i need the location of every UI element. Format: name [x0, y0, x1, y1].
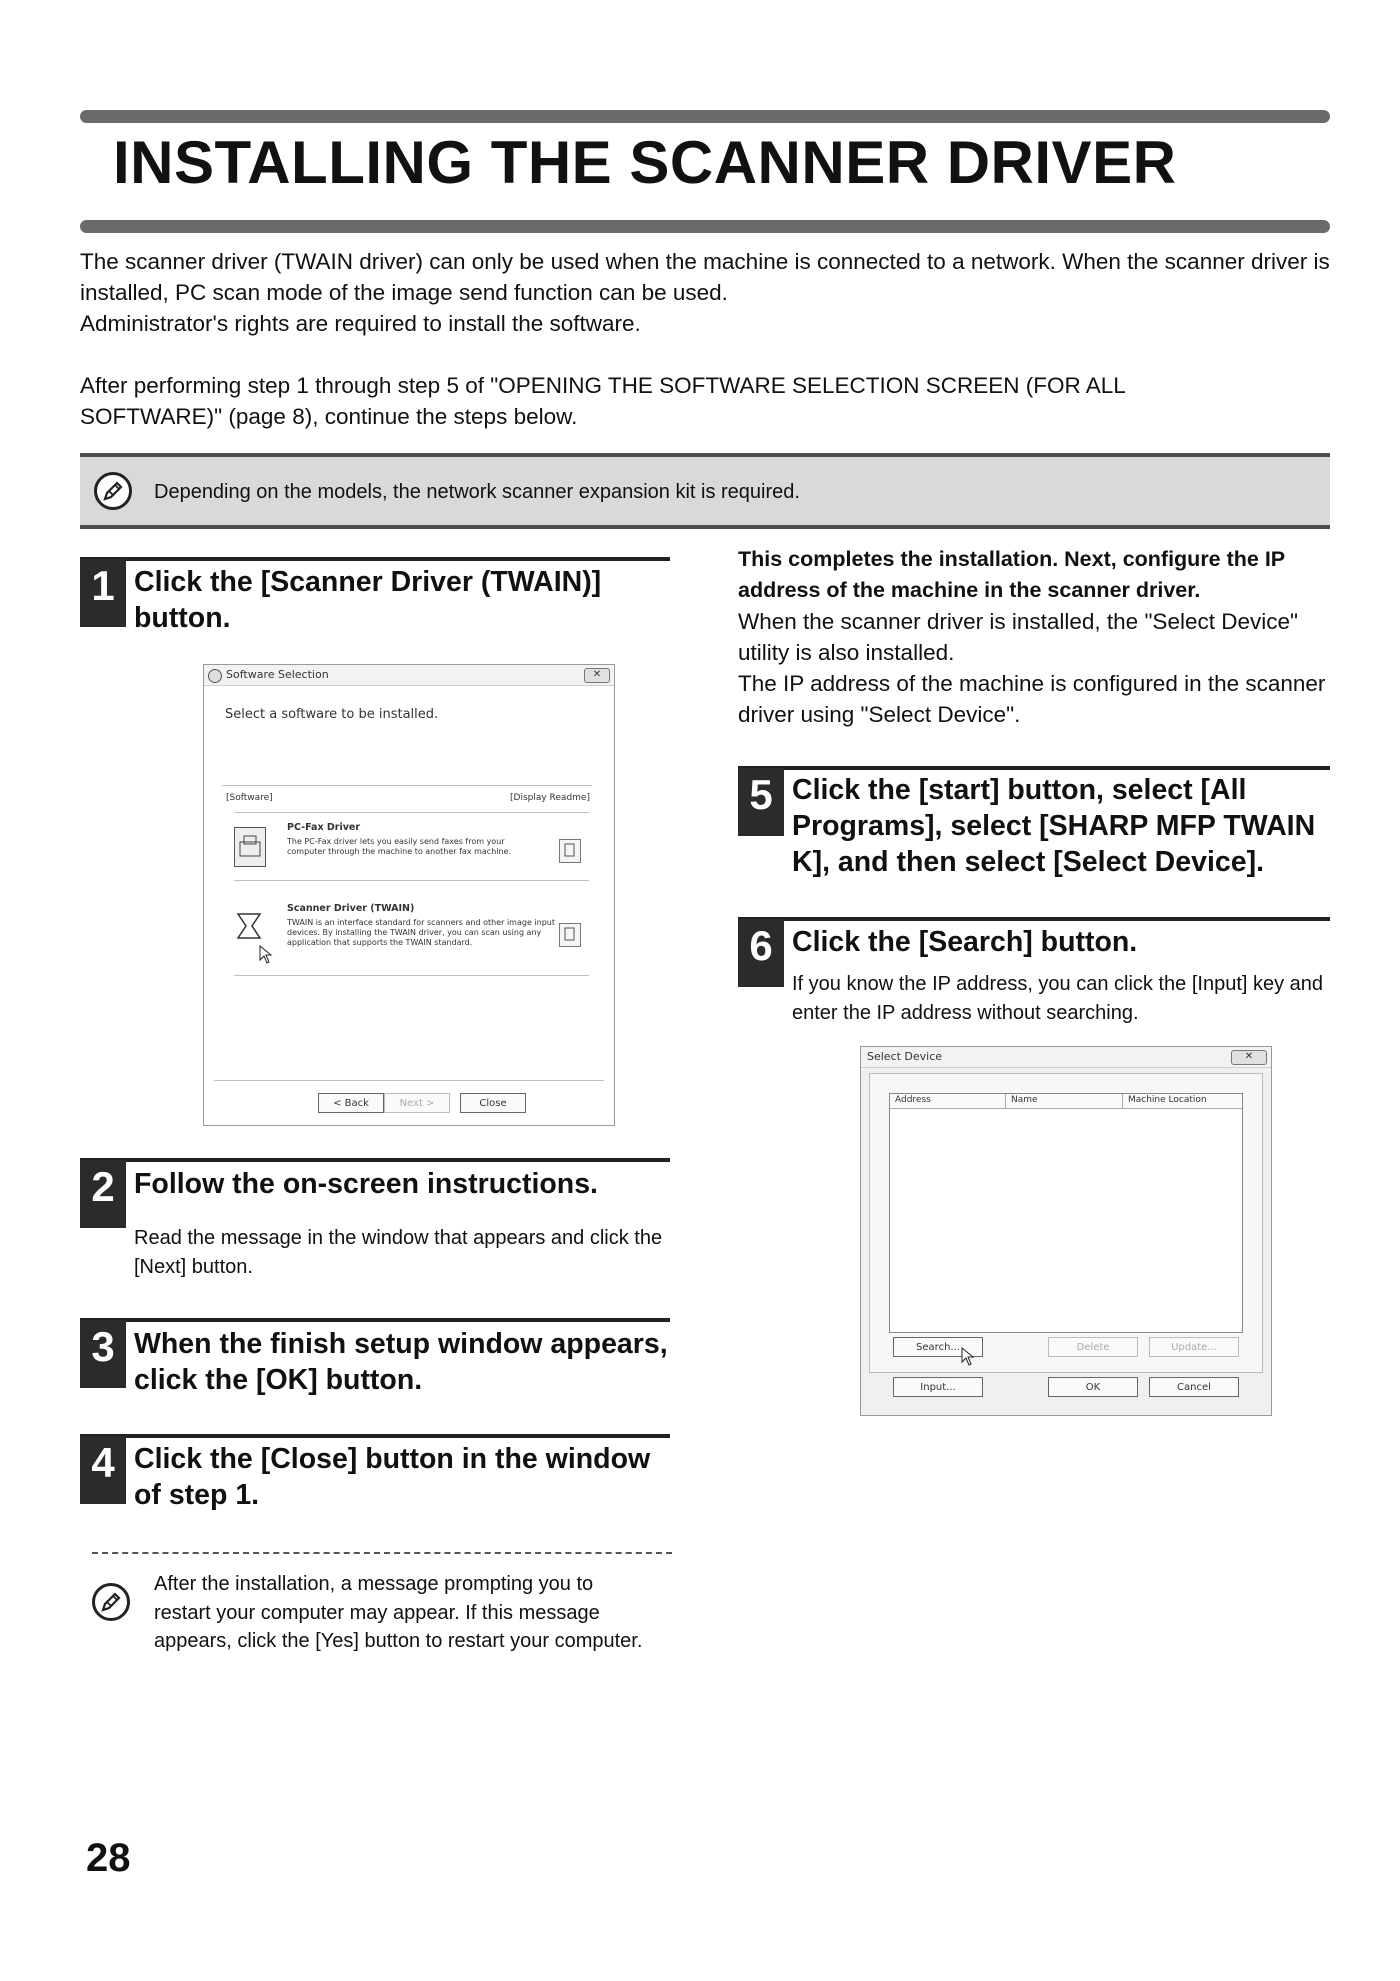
step-2-desc: Read the message in the window that appears and click the [Next] button.	[134, 1227, 663, 1278]
step-2-number: 2	[80, 1160, 126, 1228]
pencil-note-icon	[94, 472, 132, 510]
close-button[interactable]: Close	[460, 1093, 526, 1113]
completion-bold-text: This completes the installation. Next, configure the IP address of the machine in the scanner driver.	[738, 547, 1285, 602]
pc-fax-driver-name: PC-Fax Driver	[287, 822, 361, 833]
readme-column-label: [Display Readme]	[510, 793, 590, 803]
select-device-titlebar	[861, 1047, 1271, 1068]
scanner-driver-name: Scanner Driver (TWAIN)	[287, 903, 415, 914]
select-device-close-button[interactable]: ✕	[1231, 1050, 1267, 1065]
page-number: 28	[86, 1836, 131, 1880]
back-button[interactable]: < Back	[318, 1093, 384, 1113]
delete-button[interactable]: Delete	[1048, 1337, 1138, 1357]
title-top-rule	[80, 110, 1330, 123]
select-device-title: Select Device	[867, 1050, 943, 1063]
scanner-driver-desc: TWAIN is an interface standard for scanners and other image input devices. By installing the TWAIN driver, you can scan using any application that supports the TWAIN standard.	[287, 918, 555, 947]
divider	[234, 880, 589, 881]
step-6-rule	[738, 917, 1330, 921]
step-5-number: 5	[738, 768, 784, 836]
completion-paragraph-1: When the scanner driver is installed, the "Select Device" utility is also installed.	[738, 609, 1298, 665]
software-selection-close-button[interactable]: ✕	[584, 668, 610, 683]
step-2-title: Follow the on-screen instructions.	[134, 1168, 598, 1200]
step-4-number: 4	[80, 1436, 126, 1504]
fax-icon	[235, 828, 265, 866]
scanner-icon	[234, 908, 264, 946]
divider	[234, 975, 589, 976]
ok-button[interactable]: OK	[1048, 1377, 1138, 1397]
column-address[interactable]: Address	[895, 1095, 931, 1105]
divider	[234, 812, 589, 813]
intro-paragraph-2: Administrator's rights are required to install the software.	[80, 311, 641, 336]
step-2-rule	[80, 1158, 670, 1162]
column-separator	[1122, 1094, 1123, 1108]
pc-fax-readme-button[interactable]	[559, 839, 581, 863]
step-1-title: Click the [Scanner Driver (TWAIN)] button.	[134, 566, 602, 634]
column-separator	[1005, 1094, 1006, 1108]
title-bottom-rule	[80, 220, 1330, 233]
divider	[214, 1080, 604, 1081]
top-note-text: Depending on the models, the network scanner expansion kit is required.	[154, 481, 800, 503]
step-5-title: Click the [start] button, select [All Programs], select [SHARP MFP TWAIN K], and then select [Select Device].	[792, 774, 1316, 878]
column-name[interactable]: Name	[1011, 1095, 1038, 1105]
step-3-rule	[80, 1318, 670, 1322]
step-6-desc: If you know the IP address, you can click the [Input] key and enter the IP address without searching.	[792, 973, 1324, 1024]
step-4-rule	[80, 1434, 670, 1438]
software-column-label: [Software]	[226, 793, 273, 803]
software-selection-titlebar	[204, 665, 614, 686]
step-3-title: When the finish setup window appears, click the [OK] button.	[134, 1328, 668, 1396]
bottom-note-divider	[92, 1552, 672, 1554]
step-1-number: 1	[80, 559, 126, 627]
step-4-title: Click the [Close] button in the window of step 1.	[134, 1443, 651, 1511]
input-button[interactable]: Input...	[893, 1377, 983, 1397]
device-list[interactable]	[889, 1093, 1243, 1333]
pc-fax-driver-button[interactable]	[234, 827, 266, 867]
bottom-note-text: After the installation, a message prompting you to restart your computer may appear. If this message appears, click the [Yes] button to restart your computer.	[154, 1573, 643, 1652]
step-6-title: Click the [Search] button.	[792, 926, 1138, 958]
step-6-number: 6	[738, 919, 784, 987]
intro-paragraph-3: After performing step 1 through step 5 of "OPENING THE SOFTWARE SELECTION SCREEN (FOR ALL SOFTWARE)" (page 8), continue the steps below.	[80, 373, 1125, 429]
software-selection-prompt: Select a software to be installed.	[225, 707, 439, 722]
select-device-window	[860, 1046, 1272, 1416]
pc-fax-driver-desc: The PC-Fax driver lets you easily send faxes from your computer through the machine to another fax machine.	[287, 837, 512, 856]
software-selection-window	[203, 664, 615, 1126]
column-machine-location[interactable]: Machine Location	[1128, 1095, 1207, 1105]
completion-paragraph-2: The IP address of the machine is configured in the scanner driver using "Select Device".	[738, 671, 1326, 727]
device-list-header	[890, 1094, 1242, 1109]
mouse-cursor-icon	[259, 945, 273, 965]
pencil-note-icon	[92, 1583, 130, 1621]
readme-icon	[560, 924, 580, 946]
readme-icon	[560, 840, 580, 862]
mouse-cursor-icon	[961, 1347, 975, 1367]
step-3-number: 3	[80, 1320, 126, 1388]
step-1-rule	[80, 557, 670, 561]
scanner-driver-twain-button[interactable]	[234, 908, 264, 946]
next-button[interactable]: Next >	[384, 1093, 450, 1113]
search-button[interactable]: Search...	[893, 1337, 983, 1357]
intro-paragraph-1: The scanner driver (TWAIN driver) can only be used when the machine is connected to a network. When the scanner driver is installed, PC scan mode of the image send function can be used.	[80, 249, 1330, 305]
step-5-rule	[738, 766, 1330, 770]
top-note-box	[80, 453, 1330, 529]
software-selection-title: Software Selection	[226, 668, 329, 681]
page-title: INSTALLING THE SCANNER DRIVER	[113, 129, 1177, 196]
scanner-readme-button[interactable]	[559, 923, 581, 947]
update-button[interactable]: Update...	[1149, 1337, 1239, 1357]
divider	[222, 785, 592, 786]
window-app-icon	[208, 669, 222, 683]
cancel-button[interactable]: Cancel	[1149, 1377, 1239, 1397]
